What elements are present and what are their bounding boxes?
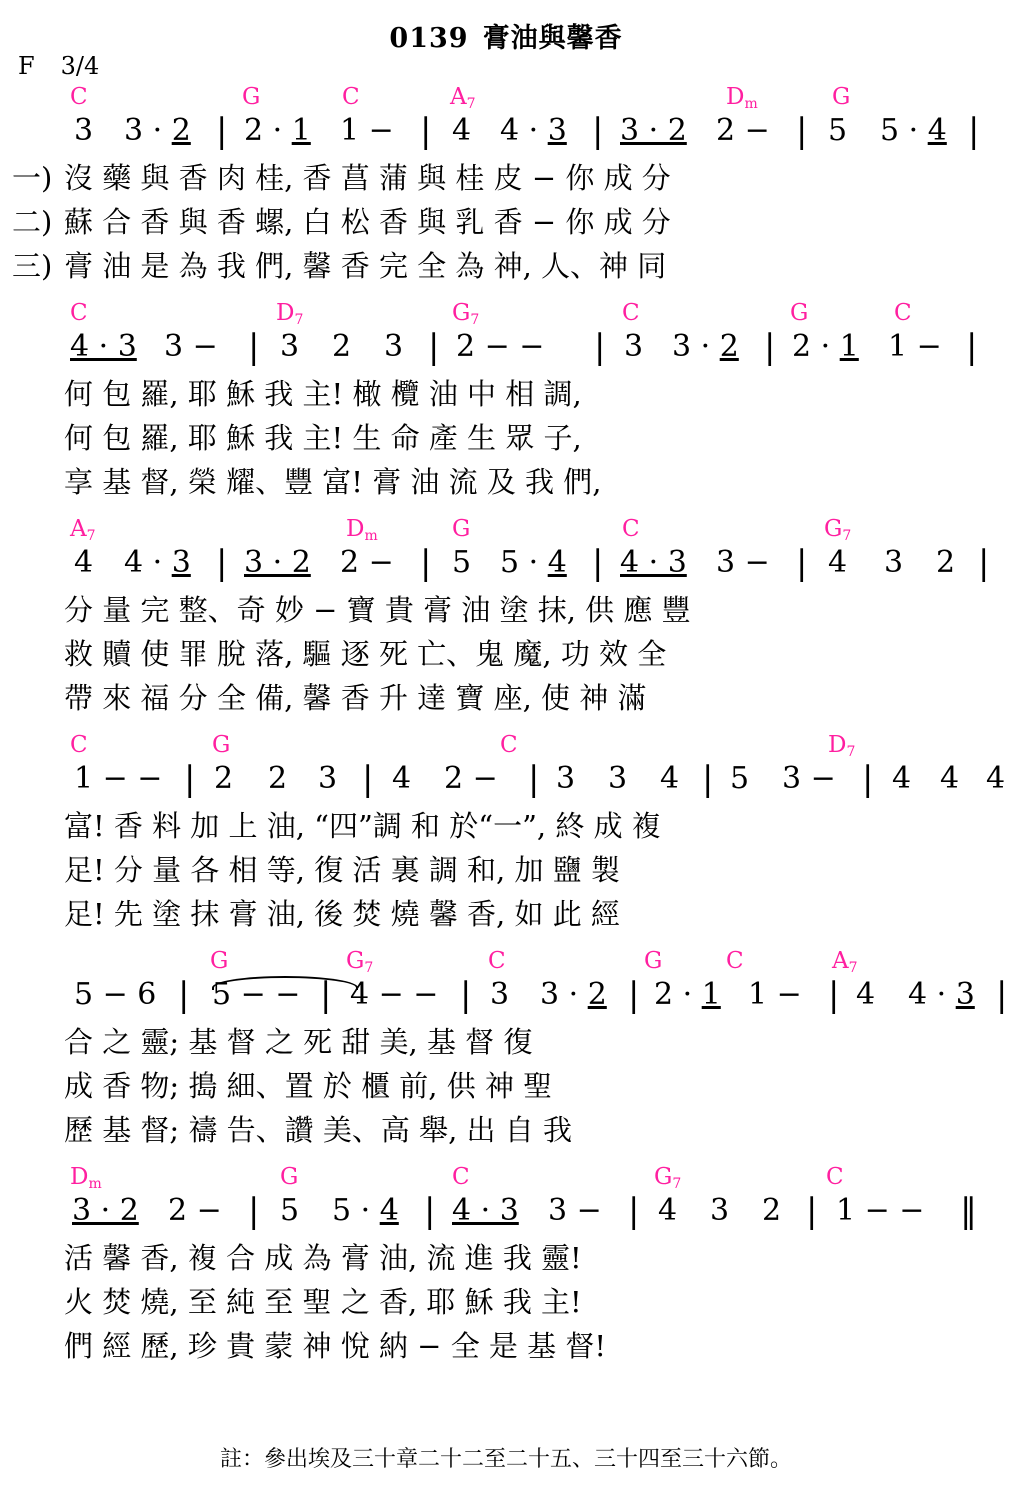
meter-label: 3/4 xyxy=(60,52,100,80)
note-row-2: 4 · 3 3 − | 3 2 3 | 2 − − | 3 3 · 2 | 2 · 1 1 − | xyxy=(70,327,978,367)
music-system-5 xyxy=(0,950,1012,1154)
chord-symbol: C xyxy=(622,516,640,542)
lyric-text: 救 贖 使 罪 脫 落, 驅 逐 死 亡、鬼 魔, 功 效 全 xyxy=(64,637,667,671)
chord-symbol: C xyxy=(488,948,506,974)
lyric-text: 膏 油 是 為 我 們, 馨 香 完 全 為 神, 人、神 同 xyxy=(64,249,667,283)
chord-symbol: G xyxy=(832,84,851,110)
music-system-3 xyxy=(0,518,1012,722)
chord-symbol: $G_7$ xyxy=(824,516,852,544)
music-system-6 xyxy=(0,1166,1012,1370)
lyric-text: 分 量 完 整、奇 妙 − 寶 貴 膏 油 塗 抹, 供 應 豐 xyxy=(64,593,691,627)
chord-symbol: C xyxy=(70,732,88,758)
lyric-row-2-verse-2 xyxy=(0,418,1012,462)
chord-row-3 xyxy=(0,518,1012,544)
lyric-text: 享 基 督, 榮 耀、豐 富! 膏 油 流 及 我 們, xyxy=(64,465,602,499)
verse-label: 一) xyxy=(12,161,53,195)
lyric-row-4-verse-2 xyxy=(0,850,1012,894)
lyric-text: 何 包 羅, 耶 穌 我 主! 生 命 產 生 眾 子, xyxy=(64,421,582,455)
chord-symbol: $D_m$ xyxy=(726,84,758,112)
lyric-row-3-verse-2 xyxy=(0,634,1012,678)
chord-symbol: C xyxy=(70,300,88,326)
lyric-row-2-verse-1 xyxy=(0,374,1012,418)
chord-symbol: $D_m$ xyxy=(70,1164,102,1192)
chord-symbol: $G_7$ xyxy=(452,300,480,328)
music-system-1 xyxy=(0,86,1012,290)
key-label: F xyxy=(18,52,35,80)
chord-symbol: $D_7$ xyxy=(828,732,856,760)
chord-symbol: G xyxy=(280,1164,299,1190)
lyric-text: 活 馨 香, 複 合 成 為 膏 油, 流 進 我 靈! xyxy=(64,1241,582,1275)
verse-label: 三) xyxy=(12,249,53,283)
lyric-text: 沒 藥 與 香 肉 桂, 香 菖 蒲 與 桂 皮 − 你 成 分 xyxy=(64,161,671,195)
music-system-2 xyxy=(0,302,1012,506)
chord-symbol: G xyxy=(644,948,663,974)
chord-symbol: C xyxy=(826,1164,844,1190)
chord-symbol: $A_7$ xyxy=(832,948,858,976)
chord-symbol: C xyxy=(726,948,744,974)
lyric-text: 合 之 靈; 基 督 之 死 甜 美, 基 督 復 xyxy=(64,1025,533,1059)
chord-symbol: C xyxy=(452,1164,470,1190)
lyric-row-6-verse-3 xyxy=(0,1326,1012,1370)
chord-symbol: G xyxy=(452,516,471,542)
chord-row-4 xyxy=(0,734,1012,760)
lyric-text: 足! 分 量 各 相 等, 復 活 裏 調 和, 加 鹽 製 xyxy=(64,853,620,887)
lyric-text: 富! 香 料 加 上 油, “四”調 和 於“一”, 終 成 複 xyxy=(64,809,661,843)
note-row-6: 3 · 2 2 − | 5 5 · 4 | 4 · 3 3 − | 4 3 2 | 1 − − ‖ xyxy=(72,1191,973,1231)
chord-row-5 xyxy=(0,950,1012,976)
lyric-row-6-verse-1 xyxy=(0,1238,1012,1282)
lyric-row-4-verse-1 xyxy=(0,806,1012,850)
chord-symbol: $A_7$ xyxy=(70,516,96,544)
page-title xyxy=(0,0,1012,55)
chord-symbol: C xyxy=(342,84,360,110)
lyric-text: 歷 基 督; 禱 告、讚 美、高 舉, 出 自 我 xyxy=(64,1113,572,1147)
note-row-5: 5 − 6 | 5 − − | 4 − − | 3 3 · 2 | 2 · 1 1 − | 4 4 · 3 | xyxy=(74,975,1008,1015)
lyric-row-1-verse-1 xyxy=(0,158,1012,202)
lyric-text: 們 經 歷, 珍 貴 蒙 神 悅 納 − 全 是 基 督! xyxy=(64,1329,607,1363)
lyric-row-5-verse-1 xyxy=(0,1022,1012,1066)
chord-symbol: $G_7$ xyxy=(346,948,374,976)
chord-symbol: C xyxy=(622,300,640,326)
chord-row-1 xyxy=(0,86,1012,112)
lyric-text: 帶 來 福 分 全 備, 馨 香 升 達 寶 座, 使 神 滿 xyxy=(64,681,647,715)
key-signature-line xyxy=(18,52,99,80)
lyric-row-1-verse-3 xyxy=(0,246,1012,290)
footnote: 註：參出埃及三十章二十二至二十五、三十四至三十六節。 xyxy=(219,1447,792,1472)
chord-symbol: G xyxy=(242,84,261,110)
chord-symbol: G xyxy=(790,300,809,326)
chord-symbol: G xyxy=(210,948,229,974)
lyric-row-4-verse-3 xyxy=(0,894,1012,938)
song-number: 0139 xyxy=(389,23,469,54)
chord-row-2 xyxy=(0,302,1012,328)
song-title-text: 膏油與馨香 xyxy=(482,23,623,54)
lyric-text: 蘇 合 香 與 香 螺, 白 松 香 與 乳 香 − 你 成 分 xyxy=(64,205,671,239)
note-row-3: 4 4 · 3 | 3 · 2 2 − | 5 5 · 4 | 4 · 3 3 − | 4 3 2 | xyxy=(74,543,990,583)
chord-symbol: C xyxy=(70,84,88,110)
lyric-row-3-verse-3 xyxy=(0,678,1012,722)
lyric-row-2-verse-3 xyxy=(0,462,1012,506)
note-row-4: 1 − − | 2 2 3 | 4 2 − | 3 3 4 | 5 3 − | 4 4 4 xyxy=(74,759,1006,799)
chord-symbol: C xyxy=(500,732,518,758)
lyric-text: 火 焚 燒, 至 純 至 聖 之 香, 耶 穌 我 主! xyxy=(64,1285,582,1319)
note-row-1: 3 3 · 2 | 2 · 1 1 − | 4 4 · 3 | 3 · 2 2 − | 5 5 · 4 | xyxy=(74,111,980,151)
lyric-row-5-verse-3 xyxy=(0,1110,1012,1154)
chord-symbol: C xyxy=(894,300,912,326)
chord-symbol: G xyxy=(212,732,231,758)
final-double-barline: ‖ xyxy=(960,1191,973,1231)
lyric-text: 成 香 物; 搗 細、置 於 櫃 前, 供 神 聖 xyxy=(64,1069,553,1103)
lyric-row-5-verse-2 xyxy=(0,1066,1012,1110)
chord-symbol: $A_7$ xyxy=(450,84,476,112)
chord-symbol: $D_m$ xyxy=(346,516,378,544)
lyric-row-1-verse-2 xyxy=(0,202,1012,246)
chord-symbol: $G_7$ xyxy=(654,1164,682,1192)
lyric-row-3-verse-1 xyxy=(0,590,1012,634)
chord-symbol: $D_7$ xyxy=(276,300,304,328)
lyric-text: 何 包 羅, 耶 穌 我 主! 橄 欖 油 中 相 調, xyxy=(64,377,582,411)
chord-row-6 xyxy=(0,1166,1012,1192)
verse-label: 二) xyxy=(12,205,53,239)
lyric-text: 足! 先 塗 抹 膏 油, 後 焚 燒 馨 香, 如 此 經 xyxy=(64,897,620,931)
lyric-row-6-verse-2 xyxy=(0,1282,1012,1326)
music-system-4 xyxy=(0,734,1012,938)
